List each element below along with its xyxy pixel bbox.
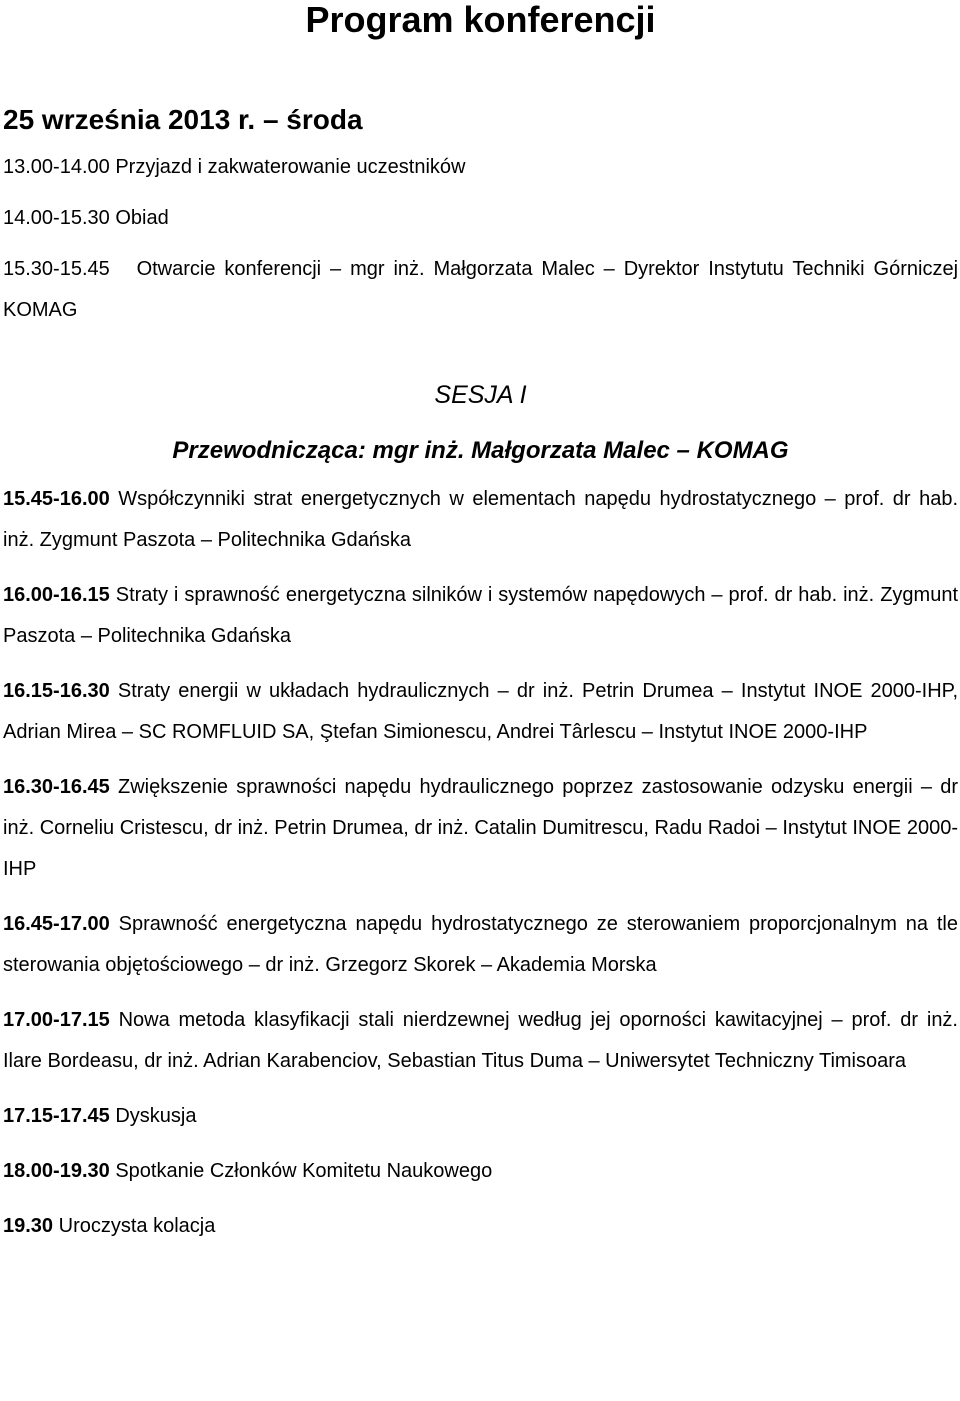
entry-time: 13.00-14.00 [3,156,110,178]
entry-text: Przyjazd i zakwaterowanie uczestników [115,156,466,178]
talk-entry [3,575,958,657]
talk-text: Nowa metoda klasyfikacji stali nierdzewnej według jej oporności kawitacyjnej – prof. dr inż. Ilare Bordeasu, dr inż. Adrian Karabenciov, Sebastian Titus Duma – Uniwersytet Techniczny Timisoara [3,1009,958,1072]
talk-time: 16.15-16.30 [3,680,110,702]
talk-text: Sprawność energetyczna napędu hydrostatycznego ze sterowaniem proporcjonalnym na tle sterowania objętościowego – dr inż. Grzegorz Skorek – Akademia Morska [3,913,958,976]
talk-entry [3,479,958,561]
program-entry [3,147,958,188]
program-entry [3,249,958,331]
talk-time: 18.00-19.30 [3,1160,110,1182]
talk-time: 16.00-16.15 [3,584,110,606]
entry-time: 14.00-15.30 [3,207,110,229]
talk-text: Straty energii w układach hydraulicznych – dr inż. Petrin Drumea – Instytut INOE 2000-IHP, Adrian Mirea – SC ROMFLUID SA, Ştefan Simionescu, Andrei Târlescu – Instytut INOE 2000-IHP [3,680,959,743]
talk-text: Współczynniki strat energetycznych w elementach napędu hydrostatycznego – prof. dr hab. inż. Zygmunt Paszota – Politechnika Gdańska [3,488,958,551]
talk-time: 19.30 [3,1215,54,1237]
session-name: SESJA I [434,381,527,409]
talk-time: 16.30-16.45 [3,776,110,798]
talk-time: 15.45-16.00 [3,488,110,510]
day-heading: 25 września 2013 r. – środa [3,104,363,135]
talk-time: 17.15-17.45 [3,1105,110,1127]
talk-entry [3,1206,958,1247]
talk-text: Straty i sprawność energetyczna silników i systemów napędowych – prof. dr hab. inż. Zygmunt Paszota – Politechnika Gdańska [3,584,958,647]
talk-entry [3,1096,958,1137]
talk-entry [3,904,958,986]
talk-entry [3,767,958,890]
session-chair: Przewodnicząca: mgr inż. Małgorzata Malec – KOMAG [172,437,789,464]
entry-text: Otwarcie konferencji – mgr inż. Małgorzata Malec – Dyrektor Instytutu Techniki Górniczej KOMAG [3,258,959,321]
talk-entry [3,671,958,753]
program-entry [3,198,958,239]
talk-text: Spotkanie Członków Komitetu Naukowego [115,1160,493,1182]
talk-text: Dyskusja [115,1105,197,1127]
talk-entry [3,1000,958,1082]
entry-time: 15.30-15.45 [3,258,110,280]
entry-text: Obiad [115,207,169,229]
talk-time: 17.00-17.15 [3,1009,110,1031]
talk-text: Zwiększenie sprawności napędu hydraulicznego poprzez zastosowanie odzysku energii – dr inż. Corneliu Cristescu, dr inż. Petrin Drumea, dr inż. Catalin Dumitrescu, Radu Radoi – Instytut INOE 2000-IHP [3,776,958,880]
talk-time: 16.45-17.00 [3,913,110,935]
talk-text: Uroczysta kolacja [58,1215,216,1237]
talk-entry [3,1151,958,1192]
document-title: Program konferencji [305,0,656,40]
